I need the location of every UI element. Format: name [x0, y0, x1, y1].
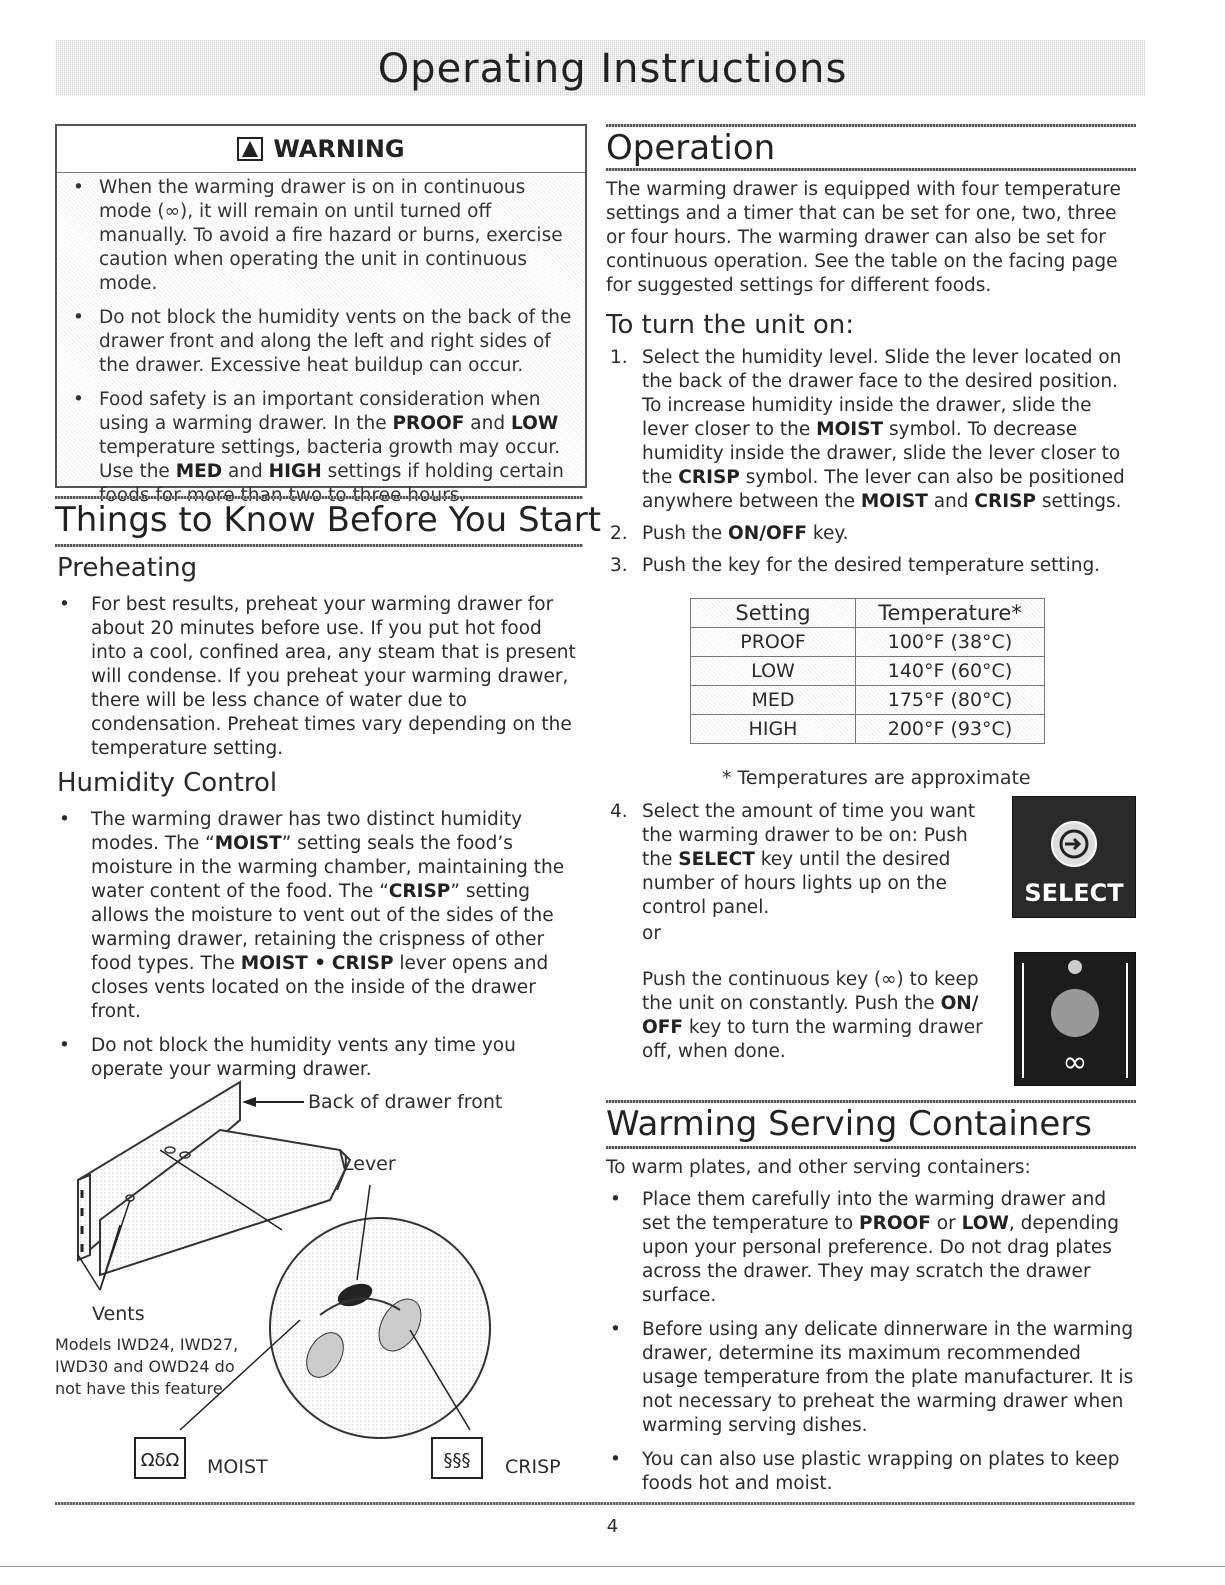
list-item: • You can also use plastic wrapping on plates to keep foods hot and moist.: [606, 1448, 1136, 1496]
warning-list: [67, 176, 577, 518]
vents-label: Vents: [92, 1303, 145, 1325]
table-header: Temperature*: [856, 599, 1045, 628]
moist-label: MOIST: [207, 1456, 268, 1478]
humidity-lever-diagram: [60, 1080, 590, 1490]
things-title: Things to Know Before You Start: [55, 500, 602, 540]
section-rule: [606, 1146, 1136, 1149]
containers-list: [606, 1188, 1136, 1506]
warning-item: • When the warming drawer is on in continuous mode (∞), it will remain on until turned off manually. To avoid a fire hazard or burns, exercise caution when operating the unit in continuous mode.: [67, 176, 577, 296]
step-item: 1. Select the humidity level. Slide the lever located on the back of the drawer face to the desired position. To increase humidity inside the drawer, slide the lever closer to the MOIST symbol. To decrease humidity inside the drawer, slide the lever closer to the CRISP symbol. The lever can also be positioned anywhere between the MOIST and CRISP settings.: [610, 347, 1125, 512]
lever-label: Lever: [343, 1153, 396, 1175]
list-item: • Place them carefully into the warming drawer and set the temperature to PROOF or LOW, depending upon your personal preference. Do not drag plates across the drawer. They may scratch the drawer surface.: [606, 1188, 1136, 1308]
warning-item: • Do not block the humidity vents on the back of the drawer front and along the left and right sides of the drawer. Excessive heat buildup can occur.: [67, 306, 577, 378]
table-header-row: [691, 599, 1045, 628]
section-rule: [606, 168, 1136, 171]
models-note: Models IWD24, IWD27, IWD30 and OWD24 do not have this feature: [55, 1335, 239, 1398]
section-rule: [55, 544, 583, 547]
turn-on-title: To turn the unit on:: [606, 310, 855, 340]
table-row: MED 175°F (80°C): [691, 686, 1045, 715]
warning-heading: [57, 126, 585, 173]
table-row: PROOF 100°F (38°C): [691, 628, 1045, 657]
table-row: HIGH 200°F (93°C): [691, 715, 1045, 744]
bottom-edge-line: [0, 1566, 1225, 1567]
or-text: or: [642, 923, 661, 944]
preheating-list: [55, 593, 580, 771]
warning-item: • Food safety is an important consideration when using a warming drawer. In the PROOF and LOW temperature settings, bacteria growth may occur. Use the MED and HIGH settings if holding certain: [67, 388, 577, 508]
select-key-label: SELECT: [1024, 879, 1124, 907]
temperature-table: [690, 598, 1045, 744]
infinity-symbol: ∞: [1062, 1045, 1088, 1080]
containers-title: Warming Serving Containers: [606, 1104, 1093, 1144]
operation-title: Operation: [606, 128, 776, 168]
back-of-drawer-label: Back of drawer front: [308, 1091, 503, 1113]
warning-box: [55, 124, 587, 488]
select-key-icon: [1013, 797, 1135, 877]
warning-triangle-icon: [237, 137, 263, 161]
continuous-key-panel: [1014, 952, 1136, 1086]
turn-on-steps: [606, 346, 1134, 586]
step-item: 2. Push the ON/OFF key.: [610, 523, 849, 544]
section-rule: [606, 1100, 1136, 1103]
list-item: • Before using any delicate dinnerware in the warming drawer, determine its maximum recommended usage temperature from the plate manufacturer. It is not necessary to preheat the warming drawer when warming serving dishes.: [606, 1318, 1136, 1438]
list-item: • For best results, preheat your warming drawer for about 20 minutes before use. If you put hot food into a cool, confined area, any steam that is present will condense. If you preheat your warming drawer, there will be less chance of water due to condensation. Preheat times vary depending on the temperature setting.: [55, 593, 580, 761]
table-row: LOW 140°F (60°C): [691, 657, 1045, 686]
footer-rule: [55, 1502, 1135, 1505]
step-item: 4. Select the amount of time you want the warming drawer to be on: Push the SELECT key until the desired number of hours lights up on the control panel.: [610, 801, 976, 918]
select-key-panel: [1012, 796, 1136, 918]
table-note: * Temperatures are approximate: [722, 767, 1031, 789]
page-title: Operating Instructions: [377, 46, 848, 92]
table-header: Setting: [691, 599, 856, 628]
section-rule: [55, 496, 583, 499]
list-item: • Do not block the humidity vents any time you operate your warming drawer.: [55, 1034, 580, 1082]
humidity-list: [55, 808, 580, 1092]
crisp-label: CRISP: [505, 1456, 561, 1478]
step-4-continuous: Push the continuous key (∞) to keep the unit on constantly. Push the ON/ OFF key to turn the warming drawer off, when done.: [642, 969, 983, 1062]
step-4: [606, 800, 1001, 928]
operation-intro: The warming drawer is equipped with four temperature settings and a timer that can be set for one, two, three or four hours. The warming drawer can also be set for continuous operation. See the table on the facing page for suggested settings for different foods.: [606, 179, 1121, 296]
section-rule: [606, 124, 1136, 127]
containers-intro: To warm plates, and other serving containers:: [606, 1157, 1031, 1178]
list-item: • The warming drawer has two distinct humidity modes. The “MOIST” setting seals the food’s moisture in the warming chamber, maintaining the water content of the food. The “CRISP” setting allows the moisture to vent out of the sides of the warming drawer, retaining the crispness of other food types. The MOIST • CRISP lever opens and closes vents located on the inside of the drawer front.: [55, 808, 580, 1024]
svg-text:ΩδΩ: ΩδΩ: [140, 1450, 180, 1471]
page-number: 4: [606, 1516, 619, 1537]
humidity-title: Humidity Control: [57, 768, 278, 798]
preheating-title: Preheating: [57, 553, 198, 583]
warning-heading-text: WARNING: [273, 135, 405, 163]
svg-text:§§§: §§§: [443, 1450, 471, 1471]
step-item: 3. Push the key for the desired temperature setting.: [610, 555, 1101, 576]
